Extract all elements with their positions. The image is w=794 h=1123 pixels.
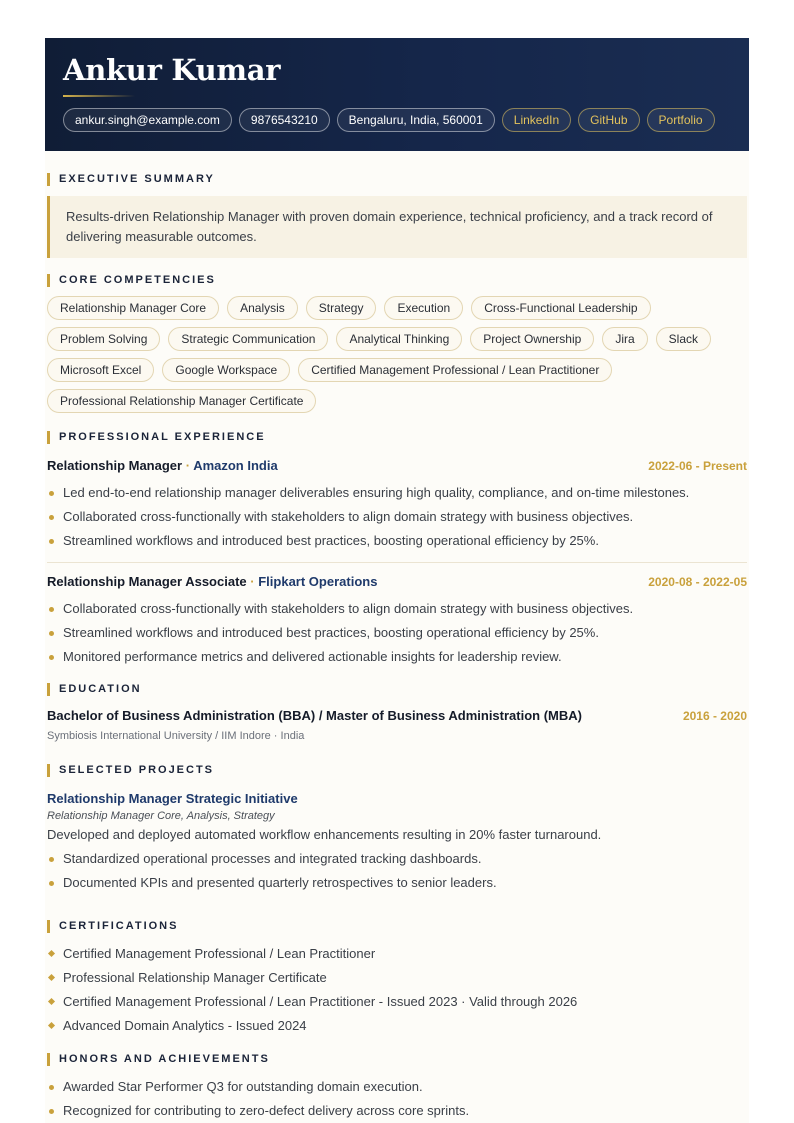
summary-heading: EXECUTIVE SUMMARY	[47, 173, 215, 186]
project-bullets	[47, 847, 747, 895]
contact-row	[63, 108, 715, 132]
competency-chip: Strategic Communication	[168, 327, 328, 351]
honor-items	[47, 1075, 747, 1123]
competency-chip: Certified Management Professional / Lean Practitioner	[298, 358, 612, 382]
experience-entry	[47, 574, 747, 669]
list-item: Advanced Domain Analytics - Issued 2024	[47, 1014, 747, 1038]
competency-chips	[47, 296, 747, 420]
list-item: Streamlined workflows and introduced best practices, boosting operational efficiency by 25%.	[47, 529, 747, 553]
job-title: Relationship Manager Associate	[47, 574, 247, 589]
certifications-heading: CERTIFICATIONS	[47, 920, 178, 933]
experience-heading: PROFESSIONAL EXPERIENCE	[47, 431, 266, 444]
competency-chip: Microsoft Excel	[47, 358, 154, 382]
competency-chip: Strategy	[306, 296, 377, 320]
list-item: Awarded Star Performer Q3 for outstanding domain execution.	[47, 1075, 747, 1099]
education-dates: 2016 - 2020	[682, 709, 747, 723]
list-item: Certified Management Professional / Lean Practitioner - Issued 2023 · Valid through 2026	[47, 990, 747, 1014]
job-separator: ·	[185, 458, 191, 473]
github-link[interactable]: GitHub	[578, 108, 639, 132]
projects-heading: SELECTED PROJECTS	[47, 764, 214, 777]
competency-chip: Project Ownership	[470, 327, 594, 351]
project-description: Developed and deployed automated workflow enhancements resulting in 20% faster turnaround.	[47, 827, 602, 842]
experience-entry	[47, 458, 747, 553]
competency-chip: Google Workspace	[162, 358, 290, 382]
competency-chip: Cross-Functional Leadership	[471, 296, 650, 320]
job-company: Flipkart Operations	[258, 574, 378, 589]
job-bullets	[47, 597, 747, 669]
competency-chip: Relationship Manager Core	[47, 296, 219, 320]
portfolio-link[interactable]: Portfolio	[647, 108, 715, 132]
phone-pill[interactable]: 9876543210	[239, 108, 330, 132]
competency-chip: Analytical Thinking	[336, 327, 462, 351]
list-item: Monitored performance metrics and delivered actionable insights for leadership review.	[47, 645, 747, 669]
email-pill[interactable]: ankur.singh@example.com	[63, 108, 232, 132]
resume-page	[45, 38, 749, 1123]
competency-chip: Problem Solving	[47, 327, 160, 351]
certifications-list	[47, 942, 747, 1038]
job-title-line	[47, 458, 278, 473]
list-item: Led end-to-end relationship manager deliverables ensuring high quality, compliance, and on-time milestones.	[47, 481, 747, 505]
list-item: Streamlined workflows and introduced best practices, boosting operational efficiency by 25%.	[47, 621, 747, 645]
certification-items	[47, 942, 747, 1038]
competency-chip: Execution	[384, 296, 463, 320]
list-item: Collaborated cross-functionally with stakeholders to align domain strategy with business objectives.	[47, 597, 747, 621]
degree: Bachelor of Business Administration (BBA) / Master of Business Administration (MBA)	[47, 708, 582, 723]
honors-list	[47, 1075, 747, 1123]
job-separator: ·	[250, 574, 255, 589]
honors-heading: HONORS AND ACHIEVEMENTS	[47, 1053, 270, 1066]
competency-chip: Analysis	[227, 296, 298, 320]
summary-box: Results-driven Relationship Manager with proven domain experience, technical proficiency, and a track record of delivering measurable outcomes.	[47, 196, 747, 258]
competency-chip: Professional Relationship Manager Certificate	[47, 389, 316, 413]
job-title: Relationship Manager	[47, 458, 183, 473]
project-title: Relationship Manager Strategic Initiative	[47, 791, 298, 806]
job-title-line	[47, 574, 377, 589]
linkedin-link[interactable]: LinkedIn	[502, 108, 571, 132]
list-item: Documented KPIs and presented quarterly retrospectives to senior leaders.	[47, 871, 747, 895]
list-item: Professional Relationship Manager Certificate	[47, 966, 747, 990]
job-dates: 2020-08 - 2022-05	[648, 575, 747, 589]
job-bullets	[47, 481, 747, 553]
competency-chip: Slack	[656, 327, 711, 351]
candidate-name: Ankur Kumar	[63, 53, 281, 87]
list-item: Certified Management Professional / Lean Practitioner	[47, 942, 747, 966]
education-entry	[47, 708, 747, 742]
list-item: Recognized for contributing to zero-defect delivery across core sprints.	[47, 1099, 747, 1123]
project-entry	[47, 791, 747, 895]
experience-divider	[47, 562, 747, 563]
school: Symbiosis International University / IIM Indore · India	[47, 730, 305, 742]
project-tags: Relationship Manager Core, Analysis, Strategy	[47, 810, 275, 822]
education-heading: EDUCATION	[47, 683, 142, 696]
competencies-heading: CORE COMPETENCIES	[47, 274, 216, 287]
competency-chip: Jira	[602, 327, 647, 351]
resume-header	[45, 38, 749, 151]
job-company: Amazon India	[193, 458, 278, 473]
location-pill: Bengaluru, India, 560001	[337, 108, 495, 132]
name-underline	[63, 95, 135, 97]
list-item: Collaborated cross-functionally with stakeholders to align domain strategy with business objectives.	[47, 505, 747, 529]
job-dates: 2022-06 - Present	[648, 459, 747, 473]
list-item: Standardized operational processes and integrated tracking dashboards.	[47, 847, 747, 871]
